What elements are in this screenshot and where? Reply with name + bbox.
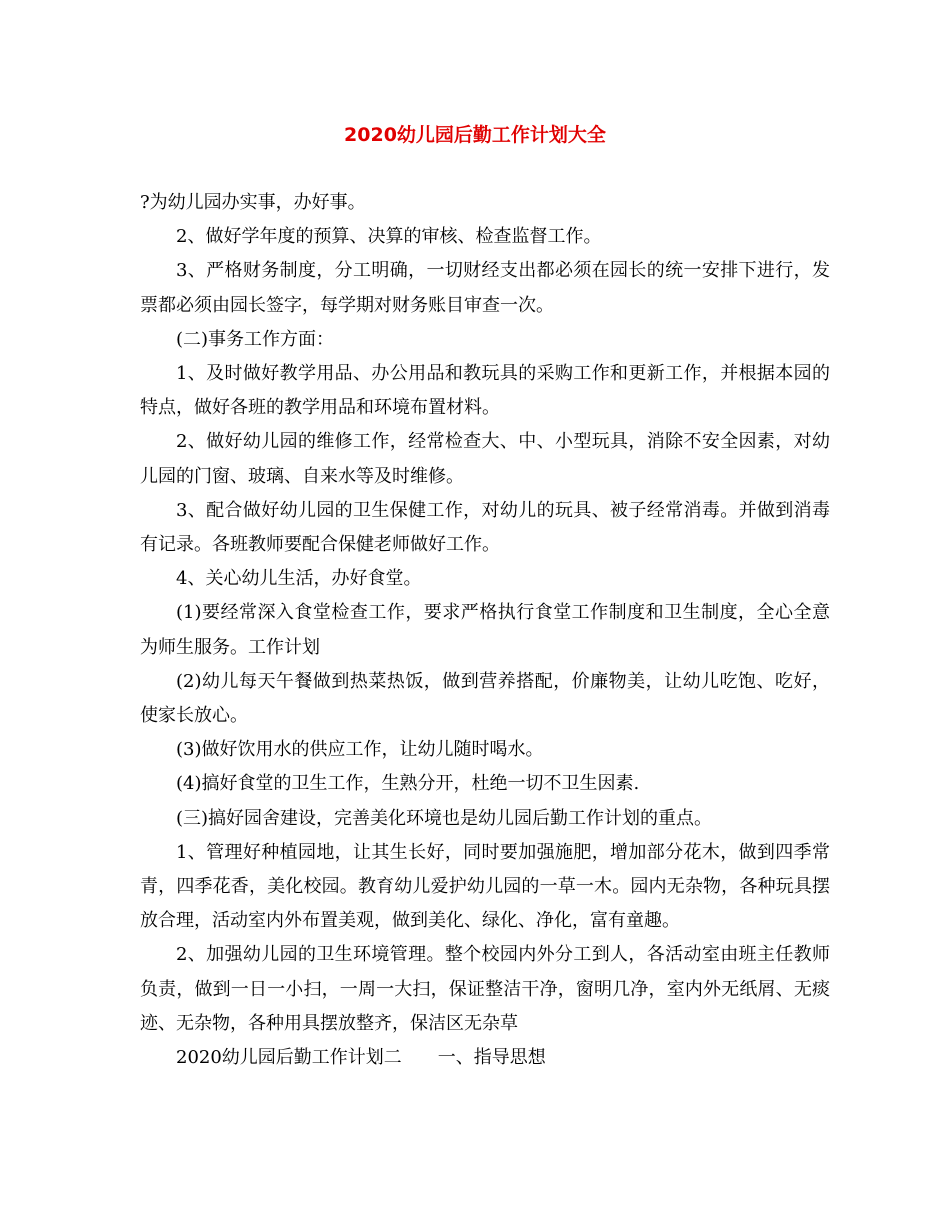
paragraph: (2)幼儿每天午餐做到热菜热饭，做到营养搭配，价廉物美，让幼儿吃饱、吃好，使家长放心。 bbox=[140, 670, 830, 727]
paragraph-intro: ?为幼儿园办实事，办好事。 bbox=[140, 192, 366, 213]
paragraph: 2、做好学年度的预算、决算的审核、检查监督工作。 bbox=[176, 226, 602, 248]
paragraph: (3)做好饮用水的供应工作，让幼儿随时喝水。 bbox=[176, 739, 544, 761]
paragraph: 1、管理好种植园地，让其生长好，同时要加强施肥，增加部分花木，做到四季常青，四季花香，美化校园。教育幼儿爱护幼儿园的一草一木。园内无杂物，各种玩具摆放合理，活动室内外布置美观，做到美化、绿化、净化，富有童趣。 bbox=[140, 841, 830, 932]
paragraph: 1、及时做好教学用品、办公用品和教玩具的采购工作和更新工作，并根据本园的特点，做好各班的教学用品和环境布置材料。 bbox=[140, 363, 830, 419]
section-heading: (二)事务工作方面： bbox=[176, 328, 335, 350]
document-body bbox=[140, 186, 830, 1075]
paragraph: 2、做好幼儿园的维修工作，经常检查大、中、小型玩具，消除不安全因素，对幼儿园的门窗、玻璃、自来水等及时维修。 bbox=[140, 431, 830, 487]
paragraph: 3、配合做好幼儿园的卫生保健工作，对幼儿的玩具、被子经常消毒。并做到消毒有记录。各班教师要配合保健老师做好工作。 bbox=[140, 499, 830, 556]
paragraph-next-section: 2020幼儿园后勤工作计划二 一、指导思想 bbox=[176, 1047, 546, 1069]
paragraph: 3、严格财务制度，分工明确，一切财经支出都必须在园长的统一安排下进行，发票都必须由园长签字，每学期对财务账目审查一次。 bbox=[140, 260, 830, 316]
paragraph: (1)要经常深入食堂检查工作，要求严格执行食堂工作制度和卫生制度，全心全意为师生服务。工作计划 bbox=[140, 602, 830, 658]
paragraph: 4、关心幼儿生活，办好食堂。 bbox=[176, 568, 422, 590]
paragraph: 2、加强幼儿园的卫生环境管理。整个校园内外分工到人，各活动室由班主任教师负责，做到一日一小扫，一周一大扫，保证整洁干净，窗明几净，室内外无纸屑、无痰迹、无杂物，各种用具摆放整齐，保洁区无杂草 bbox=[140, 944, 830, 1034]
document-title: 2020幼儿园后勤工作计划大全 bbox=[344, 124, 606, 146]
paragraph: (4)搞好食堂的卫生工作，生熟分开，杜绝一切不卫生因素. bbox=[176, 773, 640, 795]
section-heading: (三)搞好园舍建设，完善美化环境也是幼儿园后勤工作计划的重点。 bbox=[176, 807, 713, 829]
